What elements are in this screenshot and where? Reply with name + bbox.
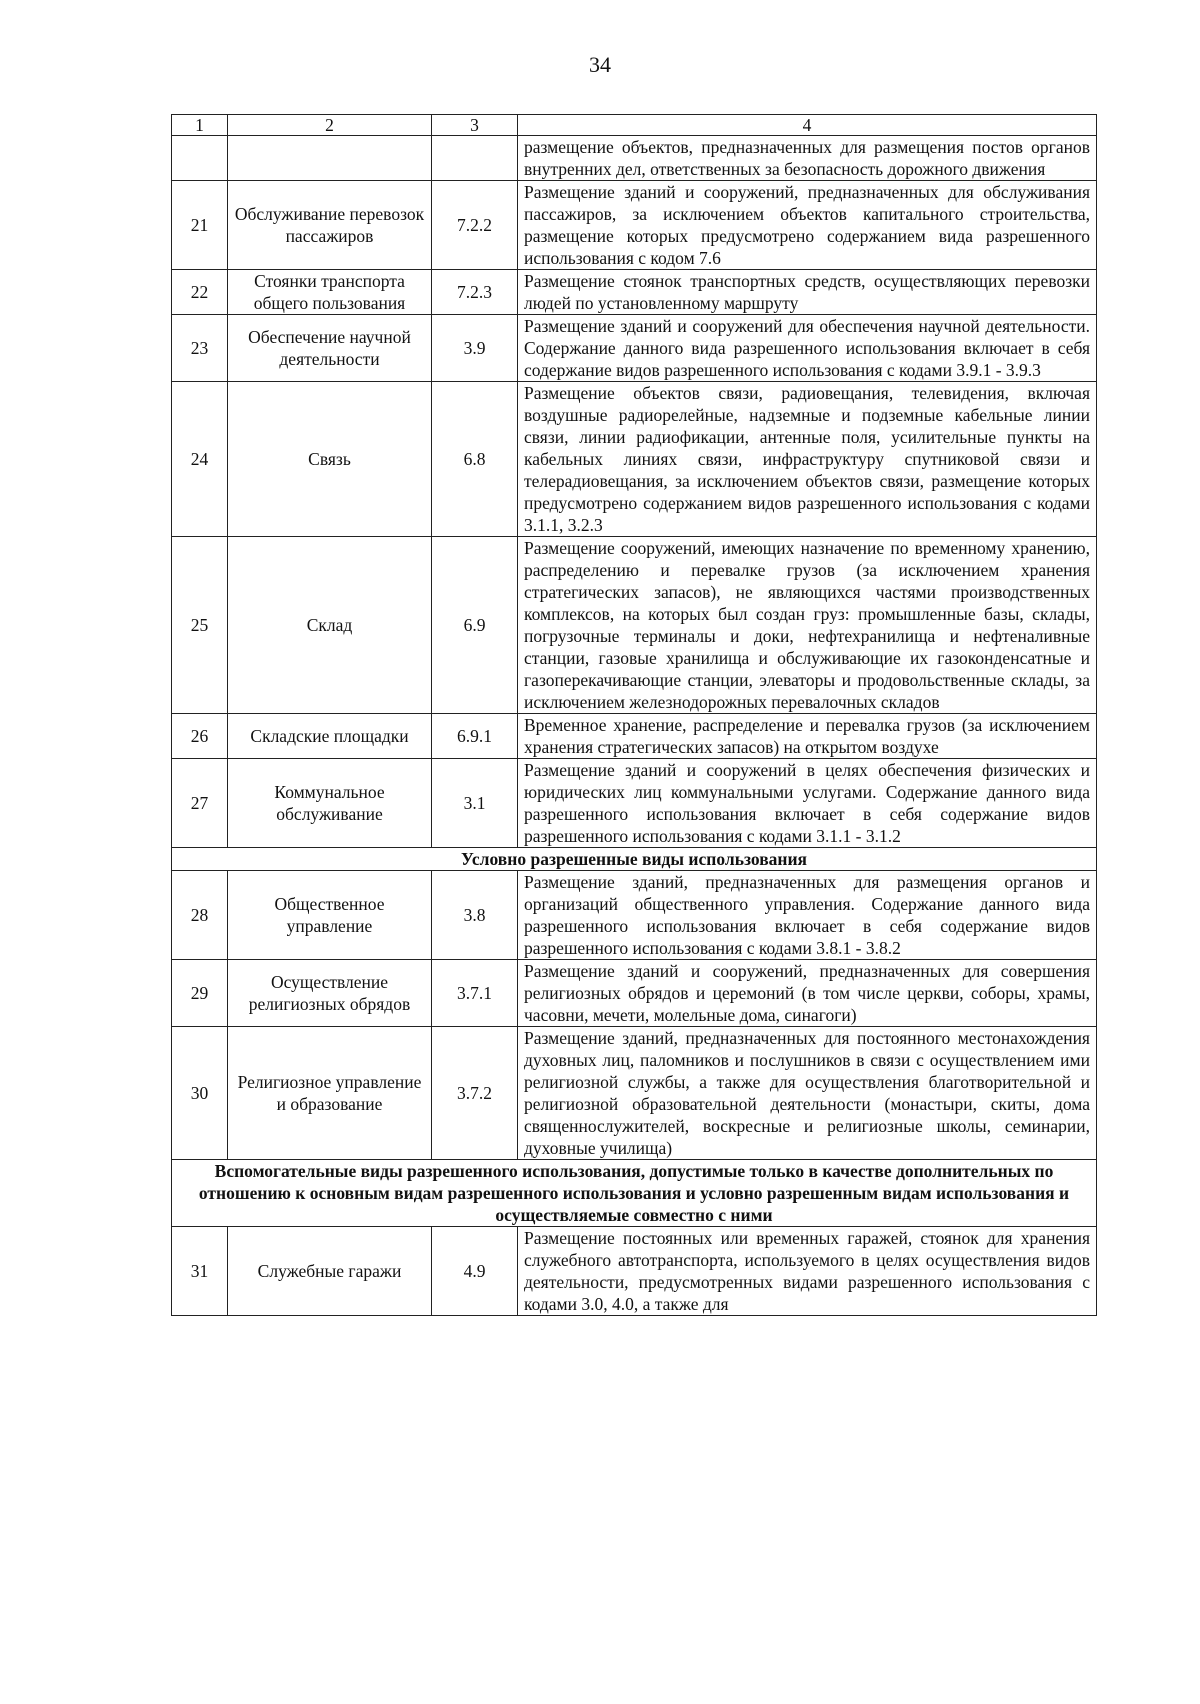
use-description-cell: Размещение постоянных или временных гаражей, стоянок для хранения служебного автотранспорта, используемого в целях осуществления видов деятельности, предусмотренных видами разрешенного использования с кодами 3.0, 4.0, а также для xyxy=(518,1227,1097,1316)
table-row xyxy=(172,181,1097,270)
section-heading-conditional: Условно разрешенные виды использования xyxy=(172,848,1097,871)
table-row xyxy=(172,1227,1097,1316)
use-description-cell: Размещение зданий и сооружений в целях обеспечения физических и юридических лиц коммунальными услугами. Содержание данного вида разрешенного использования включает в себя содержание видов разрешенного использования с кодами 3.1.1 - 3.1.2 xyxy=(518,759,1097,848)
row-number-cell: 27 xyxy=(172,759,228,848)
use-name-cell: Обслуживание перевозок пассажиров xyxy=(228,181,432,270)
use-name-cell: Склад xyxy=(228,537,432,714)
use-description-cell: Размещение зданий, предназначенных для размещения органов и организаций общественного управления. Содержание данного вида разрешенного использования включает в себя содержание видов разрешенного использования с кодами 3.8.1 - 3.8.2 xyxy=(518,871,1097,960)
row-number-cell xyxy=(172,136,228,181)
table-row xyxy=(172,960,1097,1027)
use-description-cell: Размещение зданий, предназначенных для постоянного местонахождения духовных лиц, паломников и послушников в связи с осуществлением ими религиозной службы, а также для осуществления благотворительной и религиозной образовательной деятельности (монастыри, скиты, дома священнослужителей, воскресные и религиозные школы, семинарии, духовные училища) xyxy=(518,1027,1097,1160)
use-code-cell: 7.2.2 xyxy=(432,181,518,270)
use-code-cell: 3.8 xyxy=(432,871,518,960)
use-code-cell: 3.7.2 xyxy=(432,1027,518,1160)
use-code-cell: 3.7.1 xyxy=(432,960,518,1027)
use-code-cell: 6.9 xyxy=(432,537,518,714)
table-row xyxy=(172,537,1097,714)
column-number-cell: 2 xyxy=(228,115,432,136)
table-row xyxy=(172,714,1097,759)
use-code-cell: 4.9 xyxy=(432,1227,518,1316)
continuation-row xyxy=(172,136,1097,181)
use-code-cell xyxy=(432,136,518,181)
use-description-cell: Размещение стоянок транспортных средств, осуществляющих перевозки людей по установленному маршруту xyxy=(518,270,1097,315)
page-number: 34 xyxy=(589,52,611,77)
use-code-cell: 6.8 xyxy=(432,382,518,537)
use-description-cell: Размещение зданий и сооружений, предназначенных для обслуживания пассажиров, за исключением объектов капитального строительства, размещение которых предусмотрено содержанием вида разрешенного использования с кодом 7.6 xyxy=(518,181,1097,270)
use-description-cell: Размещение зданий и сооружений для обеспечения научной деятельности. Содержание данного вида разрешенного использования включает в себя содержание видов разрешенного использования с кодами 3.9.1 - 3.9.3 xyxy=(518,315,1097,382)
section-heading-row xyxy=(172,848,1097,871)
use-code-cell: 6.9.1 xyxy=(432,714,518,759)
column-number-cell: 4 xyxy=(518,115,1097,136)
use-name-cell: Обеспечение научной деятельности xyxy=(228,315,432,382)
use-description-cell: Временное хранение, распределение и перевалка грузов (за исключением хранения стратегических запасов) на открытом воздухе xyxy=(518,714,1097,759)
section-heading-auxiliary: Вспомогательные виды разрешенного использования, допустимые только в качестве дополнительных по отношению к основным видам разрешенного использования и условно разрешенным видам использования и осуществляемые совместно с ними xyxy=(172,1160,1097,1227)
column-number-cell: 3 xyxy=(432,115,518,136)
use-code-cell: 3.9 xyxy=(432,315,518,382)
use-code-cell: 7.2.3 xyxy=(432,270,518,315)
row-number-cell: 26 xyxy=(172,714,228,759)
table-row xyxy=(172,270,1097,315)
use-description-cell: Размещение сооружений, имеющих назначение по временному хранению, распределению и перевалке грузов (за исключением хранения стратегических запасов), не являющихся частями производственных комплексов, на которых был создан груз: промышленные базы, склады, погрузочные терминалы и доки, нефтехранилища и нефтеналивные станции, газовые хранилища и обслуживающие их газоконденсатные и газоперекачивающие станции, элеваторы и продовольственные склады, за исключением железнодорожных перевалочных складов xyxy=(518,537,1097,714)
row-number-cell: 22 xyxy=(172,270,228,315)
use-description-cell: Размещение объектов связи, радиовещания, телевидения, включая воздушные радиорелейные, надземные и подземные кабельные линии связи, линии радиофикации, антенные поля, усилительные пункты на кабельных линиях связи, инфраструктуру спутниковой связи и телерадиовещания, за исключением объектов связи, размещение которых предусмотрено содержанием видов разрешенного использования с кодами 3.1.1, 3.2.3 xyxy=(518,382,1097,537)
table-row xyxy=(172,871,1097,960)
table-row xyxy=(172,1027,1097,1160)
column-number-row xyxy=(172,115,1097,136)
use-description-cell: размещение объектов, предназначенных для размещения постов органов внутренних дел, ответственных за безопасность дорожного движения xyxy=(518,136,1097,181)
use-description-cell: Размещение зданий и сооружений, предназначенных для совершения религиозных обрядов и церемоний (в том числе церкви, соборы, храмы, часовни, мечети, молельные дома, синагоги) xyxy=(518,960,1097,1027)
table-row xyxy=(172,382,1097,537)
use-name-cell: Общественное управление xyxy=(228,871,432,960)
use-name-cell: Служебные гаражи xyxy=(228,1227,432,1316)
use-name-cell: Коммунальное обслуживание xyxy=(228,759,432,848)
land-use-table xyxy=(171,114,1097,1316)
section-heading-row xyxy=(172,1160,1097,1227)
use-name-cell xyxy=(228,136,432,181)
use-name-cell: Осуществление религиозных обрядов xyxy=(228,960,432,1027)
use-name-cell: Стоянки транспорта общего пользования xyxy=(228,270,432,315)
column-number-cell: 1 xyxy=(172,115,228,136)
row-number-cell: 23 xyxy=(172,315,228,382)
row-number-cell: 29 xyxy=(172,960,228,1027)
table-row xyxy=(172,759,1097,848)
row-number-cell: 30 xyxy=(172,1027,228,1160)
use-name-cell: Складские площадки xyxy=(228,714,432,759)
row-number-cell: 28 xyxy=(172,871,228,960)
use-name-cell: Религиозное управление и образование xyxy=(228,1027,432,1160)
row-number-cell: 31 xyxy=(172,1227,228,1316)
row-number-cell: 24 xyxy=(172,382,228,537)
use-code-cell: 3.1 xyxy=(432,759,518,848)
row-number-cell: 25 xyxy=(172,537,228,714)
table-row xyxy=(172,315,1097,382)
use-name-cell: Связь xyxy=(228,382,432,537)
row-number-cell: 21 xyxy=(172,181,228,270)
